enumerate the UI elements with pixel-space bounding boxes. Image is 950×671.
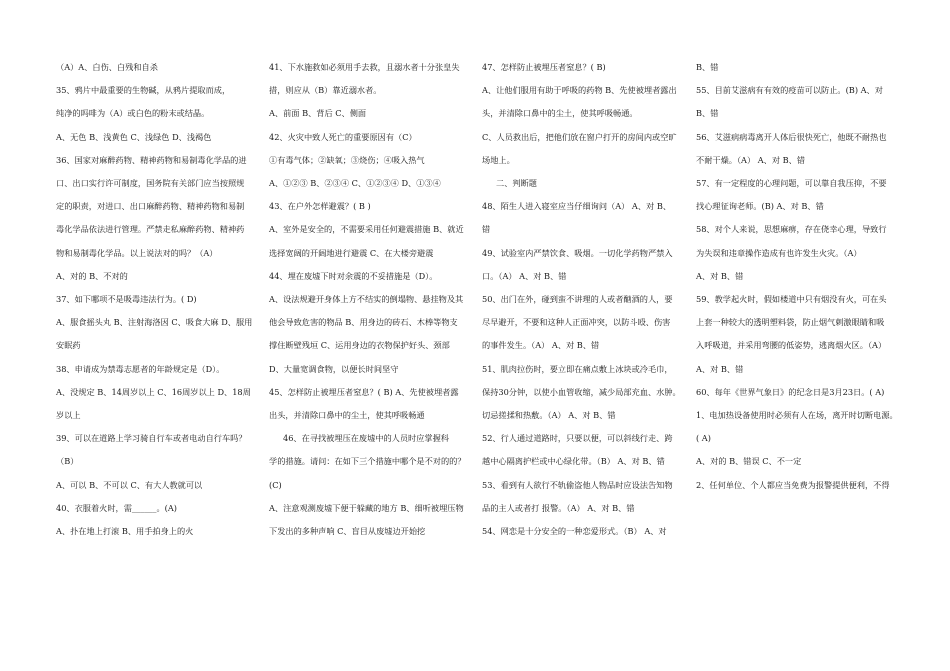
text-line: A、设法规避开身体上方不结实的倒塌物、悬挂物及其 [269, 294, 464, 305]
text-line: 43、在户外怎样避震？( B ) [269, 201, 371, 212]
text-line: D、大量宽调食物，以便长时间坚守 [269, 363, 399, 374]
text-column-2 [269, 56, 479, 543]
text-line: 47、怎样防止被埋压者窒息？( B) [482, 62, 606, 72]
text-line: 错 [482, 224, 491, 235]
text-line: 毒化学品依法进行管理。严禁走私麻醉药物、精神药 [56, 224, 245, 235]
text-line: A、前面 B、背后 C、侧面 [269, 108, 367, 119]
text-line: 岁以上 [56, 410, 81, 421]
text-line: 57、有一定程度的心理问题，可以靠自我压抑，不要 [696, 178, 887, 189]
text-line: 44、埋在废墟下时对余震的不妥措施是（D）。 [269, 270, 438, 281]
text-line: 不耐干燥。（A） A、对 B、错 [696, 154, 806, 165]
text-line: 上套一种较大的透明塑料袋，防止烟气刺激眼睛和吸 [696, 317, 885, 328]
text-line: 安眠药 [56, 340, 81, 351]
text-line: 37、如下哪项不是吸毒违法行为。( D) [56, 294, 197, 305]
text-line: 选择宽阔的开阔地进行避震 C、在大楼旁避震 [269, 247, 434, 258]
text-line: 的事件发生。（A） A、对 B、错 [482, 340, 600, 351]
text-line: 60、每年《世界气象日》的纪念日是3月23日。( A) [696, 386, 885, 397]
text-column-3 [482, 56, 692, 543]
text-line: 49、试验室内严禁饮食、吸烟。一切化学药物严禁入 [482, 247, 673, 258]
text-line: A、没规定 B、14周岁以上 C、16周岁以上 D、18周 [56, 386, 251, 397]
text-line: 措，则应从（B）靠近溺水者。 [269, 85, 382, 96]
text-line: 46、在寻找被埋压在废墟中的人员时应掌握科 [283, 433, 449, 444]
text-line: （B） [56, 456, 79, 467]
text-line: 二、判断题 [496, 178, 537, 189]
text-line: ( A) [696, 433, 711, 444]
text-line: 55、目前艾滋病有有效的疫苗可以防止。(B) A、对 [696, 85, 883, 96]
text-line: 41、下水施救如必须用手去救，且溺水者十分张皇失 [269, 62, 460, 72]
text-line: 保持30分钟，以使小血管收缩，减少局部充血、水肿。 [482, 386, 681, 397]
text-line: 切忌搓揉和热敷。（A） A、对 B、错 [482, 410, 616, 421]
text-line: 52、行人通过道路时，只要以便，可以斜线行走、跨 [482, 433, 673, 444]
text-line: 54、网恋是十分安全的一种恋爱形式。（B） A、对 [482, 526, 667, 537]
text-line: (C) [269, 479, 282, 490]
text-line: 50、出门在外，碰到蛮不讲理的人或者酗酒的人，要 [482, 294, 673, 305]
text-line: 他会导致危害的物品 B、用身边的砖石、木棒等物支 [269, 317, 458, 328]
text-line: 2、任何单位、个人都应当免费为报警提供便利，不得 [696, 479, 890, 490]
text-line: 1、电加热设备使用时必须有人在场，离开时切断电源。 [696, 410, 898, 421]
text-line: A、注意观测废墟下便于躲藏的地方 B、细听被埋压物 [269, 502, 464, 513]
text-line: 为失误和违章操作造成有也许发生火灾。（A） [696, 247, 862, 258]
text-line: A、对的 B、错误 C、不一定 [696, 456, 802, 467]
text-line: 品的主人或者打 报警。（A） A、对 B、错 [482, 502, 635, 513]
text-line: 纯净的吗啡为（A）或白色的粉末或结晶。 [56, 108, 210, 119]
text-line: 59、教学起火时，假如楼道中只有烟没有火，可在头 [696, 294, 887, 305]
text-line: 入呼吸道，并采用弯腰的低姿势，逃离烟火区。（A） [696, 340, 887, 351]
text-line: 56、艾滋病病毒离开人体后很快死亡，他既不耐热也 [696, 131, 887, 142]
text-line: 35、鸦片中最重要的生物碱，从鸦片提取而成， [56, 85, 231, 96]
text-line: A、室外是安全的，不需要采用任何避震措施 B、就近 [269, 224, 464, 235]
text-line: 学的措施。请问：在如下三个措施中哪个是不对的的？ [269, 456, 466, 467]
text-line: 42、火灾中致人死亡的重要原因有（C） [269, 131, 417, 142]
text-line: A、对的 B、不对的 [56, 270, 128, 281]
text-line: 36、国家对麻醉药物、精神药物和易制毒化学品的进 [56, 154, 247, 165]
text-line: A、让他们服用有助于呼吸的药物 B、先使被埋者露出 [482, 85, 677, 96]
text-line: 53、看到有人欲行不轨偷盗他人物品时应设法告知物 [482, 479, 673, 490]
text-line: A、服食摇头丸 B、注射海洛因 C、吸食大麻 D、服用 [56, 317, 253, 328]
text-line: 40、衣服着火时，需______。(A) [56, 502, 177, 513]
text-line: 找心理征询老师。(B) A、对 B、错 [696, 201, 824, 212]
text-line: A、①②③ B、②③④ C、①②③④ D、①③④ [269, 178, 441, 189]
text-line: B、错 [696, 108, 719, 119]
text-line: 出头，并清除口鼻中的尘土，使其呼吸畅通 [269, 410, 425, 421]
text-line: B、错 [696, 62, 719, 72]
text-line: 51、肌肉拉伤时，要立即在痛点敷上冰块或冷毛巾， [482, 363, 673, 374]
text-line: A、对 B、错 [696, 270, 744, 281]
text-line: 尽早避开，不要和这种人正面冲突，以防斗殴、伤害 [482, 317, 671, 328]
text-column-1 [56, 56, 266, 543]
text-line: A、无色 B、浅黄色 C、浅绿色 D、浅褐色 [56, 131, 212, 142]
text-line: 场地上。 [482, 154, 515, 165]
text-line: 头，并清除口鼻中的尘土，使其呼吸畅通。 [482, 108, 638, 119]
text-line: （A）A、白伤、白残和自杀 [56, 62, 158, 72]
text-line: 越中心隔离护栏或中心绿化带。（B） A、对 B、错 [482, 456, 665, 467]
text-line: A、扑在地上打滚 B、用手拍身上的火 [56, 526, 194, 537]
text-line: C、人员救出后，把他们放在窗户打开的房间内或空旷 [482, 131, 677, 142]
text-line: A、可以 B、不可以 C、有大人教就可以 [56, 479, 203, 490]
text-line: 物和易制毒化学品。以上说法对的吗？（A） [56, 247, 218, 258]
text-line: 58、对个人来说，思想麻痹，存在侥幸心理，导致行 [696, 224, 887, 235]
text-line: 下发出的多种声响 C、盲目从废墟边开始挖 [269, 526, 426, 537]
text-line: 定的职责，对进口、出口麻醉药物、精神药物和易制 [56, 201, 245, 212]
text-line: 撑住断壁残垣 C、运用身边的衣物保护好头、颈部 [269, 340, 450, 351]
text-line: 48、陌生人进入寝室应当仔细询问（A） A、对 B、 [482, 201, 672, 212]
text-line: 39、可以在道路上学习骑自行车或者电动自行车吗？ [56, 433, 247, 444]
text-column-4 [696, 56, 906, 497]
text-line: 口、出口实行许可制度，国务院有关部门应当按照规 [56, 178, 245, 189]
text-line: A、对 B、错 [696, 363, 744, 374]
text-line: ①有毒气体；②缺氧；③烧伤；④吸入热气 [269, 154, 425, 165]
text-line: 45、怎样防止被埋压者窒息？( B) A、先使被埋者露 [269, 386, 459, 397]
text-line: 口。（A） A、对 B、错 [482, 270, 567, 281]
text-line: 38、申请成为禁毒志愿者的年龄规定是（D）。 [56, 363, 225, 374]
